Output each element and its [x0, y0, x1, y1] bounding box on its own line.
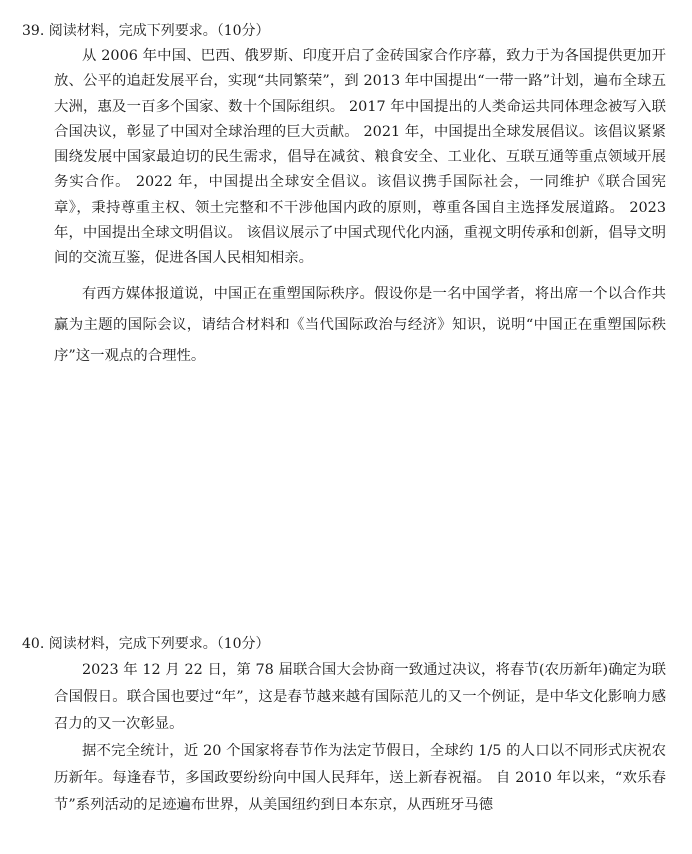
- question-40-header: 40. 阅读材料，完成下列要求。（10分）: [22, 636, 270, 652]
- question-39-header: 39. 阅读材料，完成下列要求。（10分）: [22, 23, 270, 39]
- question-40-material-paragraph-1: 2023 年 12 月 22 日，第 78 届联合国大会协商一致通过决议，将春节(农历新年)确定为联合国假日。联合国也要过“年”，这是春节越来越有国际范儿的又一个例证，是中华文化影响力感召力的又一次彰显。: [54, 662, 666, 732]
- question-39-task-paragraph: 有西方媒体报道说，中国正在重塑国际秩序。假设你是一名中国学者，将出席一个以合作共赢为主题的国际会议，请结合材料和《当代国际政治与经济》知识，说明“中国正在重塑国际秩序”这一观点的合理性。: [54, 285, 666, 364]
- question-40: [0, 631, 692, 819]
- question-39-material-paragraph: 从 2006 年中国、巴西、俄罗斯、印度开启了金砖国家合作序幕，致力于为各国提供更加开放、公平的追赶发展平台，实现“共同繁荣”，到 2013 年中国提出“一带一路”计划，遍布全球五大洲，惠及一百多个国家、数十个国际组织。 2017 年中国提出的人类命运共同体理念被写入联合国决议，彰显了中国对全球治理的巨大贡献。 2021 年，中国提出全球发展倡议。该倡议紧紧围绕发展中国家最迫切的民生需求，倡导在减贫、粮食安全、工业化、互联互通等重点领域开展务实合作。 2022 年，中国提出全球安全倡议。该倡议携手国际社会，一同维护《联合国宪章》，秉持尊重主权、领土完整和不干涉他国内政的原则，尊重各国自主选择发展道路。 2023 年，中国提出全球文明倡议。 该倡议展示了中国式现代化内涵，重视文明传承和创新，倡导文明间的交流互鉴，促进各国人民相知相亲。: [54, 48, 666, 267]
- question-39: [0, 18, 692, 372]
- question-40-material-paragraph-2: 据不完全统计，近 20 个国家将春节作为法定节假日，全球约 1/5 的人口以不同形式庆祝农历新年。每逢春节，多国政要纷纷向中国人民拜年，送上新春祝福。 自 2010 年以来，“欢乐春节”系列活动的足迹遍布世界，从美国纽约到日本东京，从西班牙马德: [54, 743, 666, 813]
